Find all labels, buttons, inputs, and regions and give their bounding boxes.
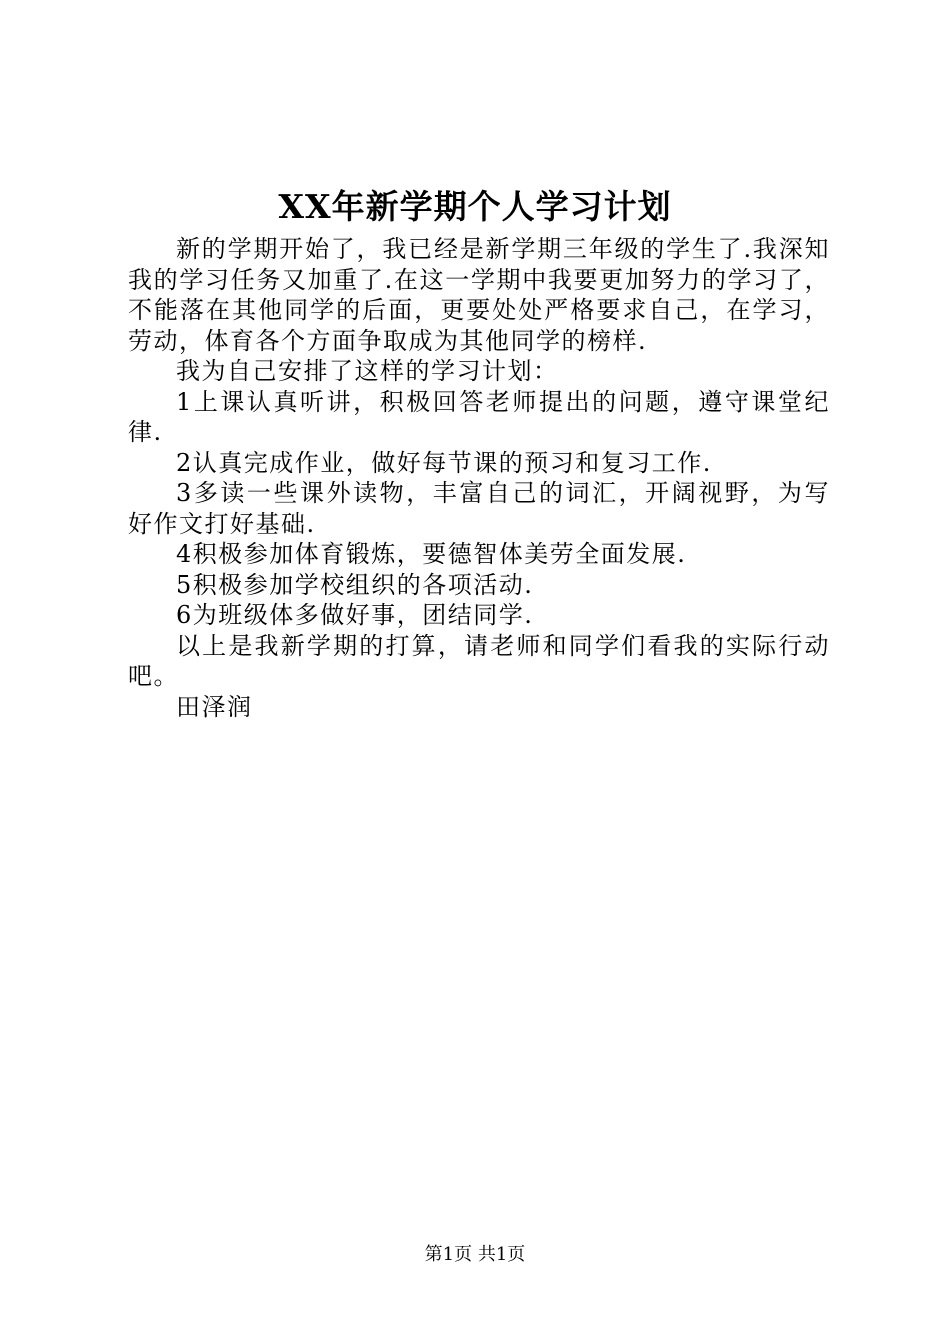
plan-item-6: 6为班级体多做好事，团结同学. [176,601,534,629]
plan-item-4: 4积极参加体育锻炼，要德智体美劳全面发展. [176,540,687,568]
plan-item-5: 5积极参加学校组织的各项活动. [176,570,534,599]
document-title: XX年新学期个人学习计划 [278,187,672,226]
plan-item-1: 1上课认真听讲，积极回答老师提出的问题，遵守课堂纪律. [128,387,830,446]
author-signature: 田泽润 [176,692,253,721]
document-body [128,234,830,722]
plan-item-3: 3多读一些课外读物，丰富自己的词汇，开阔视野，为写好作文打好基础. [128,479,830,538]
paragraph-intro: 新的学期开始了，我已经是新学期三年级的学生了.我深知我的学习任务又加重了.在这一学期中我要更加努力的学习了，不能落在其他同学的后面，更要处处严格要求自己，在学习，劳动，体育各个方面争取成为其他同学的榜样. [128,235,830,355]
plan-item-2: 2认真完成作业，做好每节课的预习和复习工作. [176,448,712,477]
page-footer: 第1页 共1页 [424,1244,526,1265]
paragraph-closing: 以上是我新学期的打算，请老师和同学们看我的实际行动吧。 [128,631,830,690]
paragraph-plan-heading: 我为自己安排了这样的学习计划： [176,357,559,385]
